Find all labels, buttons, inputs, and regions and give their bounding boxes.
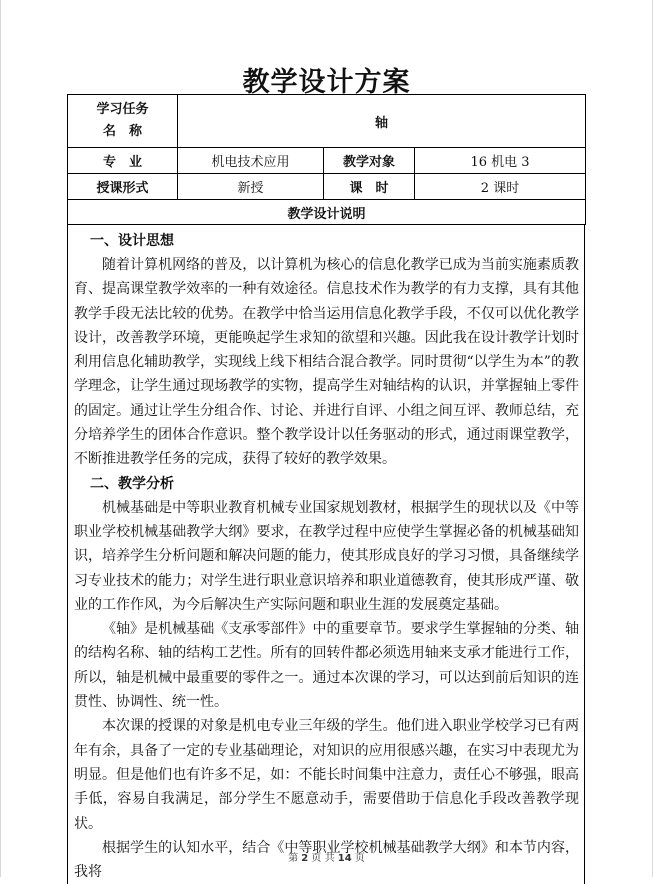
task-label-line2: 名 称: [102, 124, 142, 139]
page-edge-left: [0, 0, 1, 877]
row-mode: [68, 174, 586, 200]
task-label-line1: 学习任务: [96, 102, 149, 117]
audience-label: 教学对象: [324, 148, 415, 174]
paragraph: 根据学生的认知水平，结合《中等职业学校机械基础教学大纲》和本节内容，我将: [74, 839, 579, 881]
section-heading-analysis: 二、教学分析: [90, 475, 174, 492]
paragraph: 《轴》是机械基础《支承零部件》中的重要章节。要求学生掌握轴的分类、轴的结构名称、轴的结构工艺性。所有的回转件都必须选用轴来支承才能进行工作，所以，轴是机械中最重要的零件之一。通过本次课的学习，可以达到前后知识的连贯性、协调性、统一性。: [74, 621, 579, 711]
info-table: [67, 94, 586, 225]
footer-prefix: 第: [288, 853, 299, 864]
design-description: [67, 224, 585, 884]
paragraph: 随着计算机网络的普及，以计算机为核心的信息化教学已成为当前实施素质教育、提高课堂教学效率的一种有效途径。信息技术作为教学的有力支撑，具有其他教学手段无法比较的优势。在教学中恰当运用信息化教学手段，不仅可以优化教学设计，改善教学环境，更能唤起学生求知的欲望和兴趣。因此我在设计教学计划时利用信息化辅助教学，实现线上线下相结合混合教学。同时贯彻“以学生为本”的教学理念，让学生通过现场教学的实物，提高学生对轴结构的认识，并掌握轴上零件的固定。通过让学生分组合作、讨论、并进行自评、小组之间互评、教师总结，充分培养学生的团体合作意识。整个教学设计以任务驱动的形式，通过雨课堂教学，不断推进教学任务的完成，获得了较好的教学效果。: [74, 257, 579, 468]
task-label: [68, 95, 178, 148]
row-section-header: [68, 200, 586, 225]
document-title: 教学设计方案: [242, 67, 411, 98]
section-header: 教学设计说明: [68, 200, 586, 225]
hours-value: 2 课时: [415, 174, 586, 200]
page-footer: [0, 849, 653, 864]
major-value: 机电技术应用: [178, 148, 324, 174]
mode-value: 新授: [178, 174, 324, 200]
footer-suffix: 页: [354, 853, 365, 864]
audience-value: 16 机电 3: [415, 148, 586, 174]
task-value: 轴: [178, 95, 586, 148]
major-label: 专 业: [68, 148, 178, 174]
paragraph: 机械基础是中等职业教育机械专业国家规划教材，根据学生的现状以及《中等职业学校机械基础教学大纲》要求，在教学过程中应使学生掌握必备的机械基础知识，培养学生分析问题和解决问题的能力，使其形成良好的学习习惯，具备继续学习专业技术的能力；对学生进行职业意识培养和职业道德教育，使其形成严谨、敬业的工作作风，为今后解决生产实际问题和职业生涯的发展奠定基础。: [74, 499, 579, 613]
paragraph: 本次课的授课的对象是机电专业三年级的学生。他们进入职业学校学习已有两年有余，具备了一定的专业基础理论，对知识的应用很感兴趣，在实习中表现尤为明显。但是他们也有许多不足，如：不能长时间集中注意力，责任心不够强，眼高手低，容易自我满足，部分学生不愿意动手，需要借助于信息化手段改善教学现状。: [74, 718, 579, 832]
row-task: [68, 95, 586, 148]
hours-label: 课 时: [324, 174, 415, 200]
current-page-number: 2: [301, 853, 309, 864]
mode-label: 授课形式: [68, 174, 178, 200]
row-major: [68, 148, 586, 174]
footer-middle: 页 共: [311, 853, 335, 864]
total-page-number: 14: [337, 853, 352, 864]
section-heading-design-idea: 一、设计思想: [90, 233, 174, 249]
